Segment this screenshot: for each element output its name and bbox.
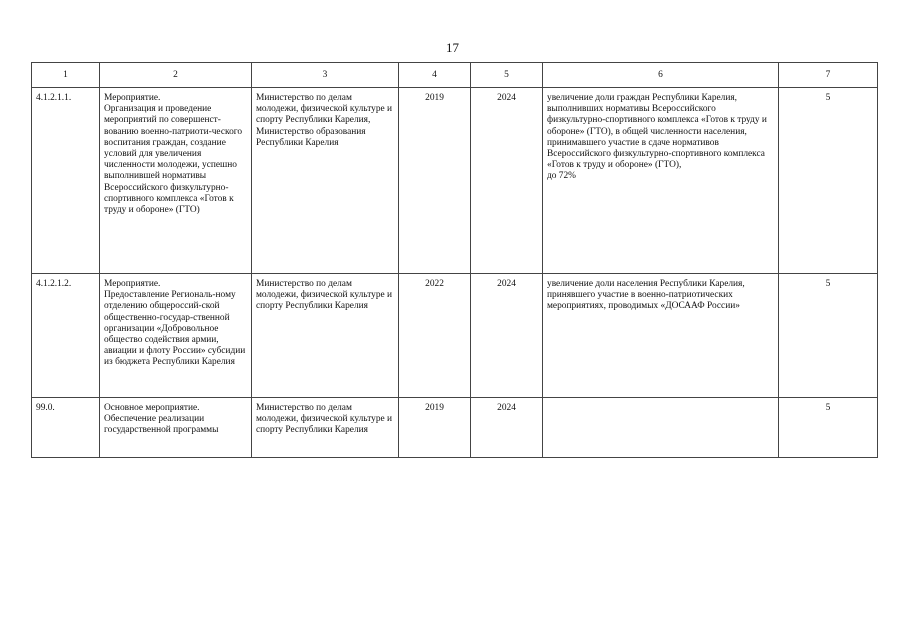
row-col7: 5 bbox=[779, 398, 878, 458]
row-start-year: 2019 bbox=[399, 88, 471, 274]
header-cell-2: 2 bbox=[100, 63, 252, 88]
header-cell-1: 1 bbox=[32, 63, 100, 88]
row-executor: Министерство по делам молодежи, физической культуре и спорту Республики Карелия bbox=[252, 398, 399, 458]
row-col7: 5 bbox=[779, 274, 878, 398]
row-event: Мероприятие. Организация и проведение мероприятий по совершенст-вованию военно-патриоти-ческого воспитания граждан, создание условий для увеличения численности молодежи, успешно выполнившей нормативы Всероссийского физкультурно-спортивного комплекса «Готов к труду и обороне» (ГТО) bbox=[100, 88, 252, 274]
header-cell-6: 6 bbox=[543, 63, 779, 88]
row-executor: Министерство по делам молодежи, физической культуре и спорту Республики Карелия bbox=[252, 274, 399, 398]
header-cell-4: 4 bbox=[399, 63, 471, 88]
row-code: 4.1.2.1.2. bbox=[32, 274, 100, 398]
header-cell-7: 7 bbox=[779, 63, 878, 88]
row-col7: 5 bbox=[779, 88, 878, 274]
program-table bbox=[31, 62, 878, 458]
row-end-year: 2024 bbox=[471, 398, 543, 458]
table-row bbox=[32, 88, 878, 274]
row-code: 4.1.2.1.1. bbox=[32, 88, 100, 274]
row-start-year: 2022 bbox=[399, 274, 471, 398]
row-end-year: 2024 bbox=[471, 274, 543, 398]
page-number: 17 bbox=[446, 40, 459, 55]
table-row bbox=[32, 398, 878, 458]
row-code: 99.0. bbox=[32, 398, 100, 458]
row-result: увеличение доли граждан Республики Карелия, выполнивших нормативы Всероссийского физкультурно-спортивного комплекса «Готов к труду и обороне» (ГТО), в общей численности населения, принимавшего участие в сдаче нормативов Всероссийского физкультурно-спортивного комплекса «Готов к труду и обороне» (ГТО), до 72% bbox=[543, 88, 779, 274]
row-start-year: 2019 bbox=[399, 398, 471, 458]
table-header-row bbox=[32, 63, 878, 88]
row-result: увеличение доли населения Республики Карелия, принявшего участие в военно-патриотических мероприятиях, проводимых «ДОСААФ России» bbox=[543, 274, 779, 398]
table-row bbox=[32, 274, 878, 398]
row-result bbox=[543, 398, 779, 458]
row-event: Мероприятие. Предоставление Региональ-ному отделению общероссий-ской общественно-государ-ственной организации «Добровольное общество содействия армии, авиации и флоту России» субсидии из бюджета Республики Карелия bbox=[100, 274, 252, 398]
header-cell-5: 5 bbox=[471, 63, 543, 88]
header-cell-3: 3 bbox=[252, 63, 399, 88]
row-event: Основное мероприятие. Обеспечение реализации государственной программы bbox=[100, 398, 252, 458]
row-executor: Министерство по делам молодежи, физической культуре и спорту Республики Карелия, Министерство образования Республики Карелия bbox=[252, 88, 399, 274]
row-end-year: 2024 bbox=[471, 88, 543, 274]
